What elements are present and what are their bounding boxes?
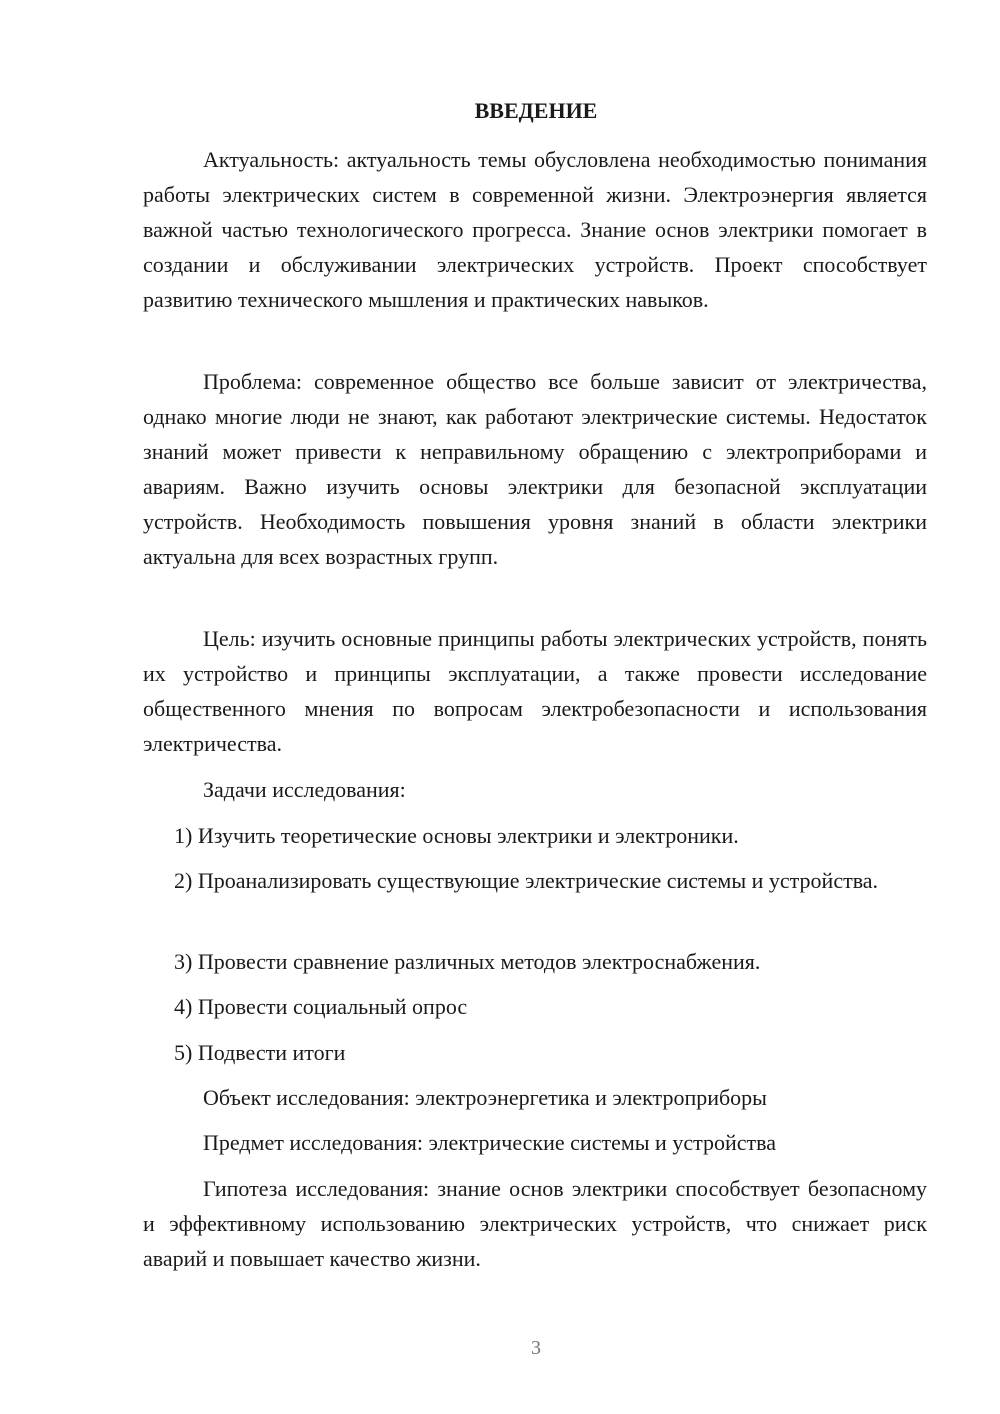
paragraph-hypothesis: Гипотеза исследования: знание основ электрики способствует безопасному и эффективному использованию электрических устройств, что снижает риск аварий и повышает качество жизни. — [143, 1176, 927, 1271]
paragraph-subject: Предмет исследования: электрические системы и устройства — [203, 1130, 776, 1155]
tasks-heading: Задачи исследования: — [203, 777, 406, 802]
paragraph-relevance: Актуальность: актуальность темы обусловлена необходимостью понимания работы электрических систем в современной жизни. Электроэнергия является важной частью технологического прогресса. Знание основ электрики помогает в создании и обслуживании электрических устройств. Проект способствует развитию технического мышления и практических навыков. — [143, 147, 927, 312]
task-item: 3) Провести сравнение различных методов электроснабжения. — [174, 949, 761, 974]
task-item: 4) Провести социальный опрос — [174, 994, 468, 1019]
page-title: ВВЕДЕНИЕ — [474, 98, 598, 123]
paragraph-object: Объект исследования: электроэнергетика и электроприборы — [203, 1085, 767, 1110]
task-item: 2) Проанализировать существующие электрические системы и устройства. — [174, 868, 879, 893]
task-item: 5) Подвести итоги — [174, 1040, 346, 1065]
paragraph-problem: Проблема: современное общество все больше зависит от электричества, однако многие люди не знают, как работают электрические системы. Недостаток знаний может привести к неправильному обращению с электроприборами и авариям. Важно изучить основы электрики для безопасной эксплуатации устройств. Необходимость повышения уровня знаний в области электрики актуальна для всех возрастных групп. — [143, 369, 927, 569]
task-item: 1) Изучить теоретические основы электрики и электроники. — [174, 823, 739, 848]
page-number: 3 — [531, 1337, 541, 1359]
paragraph-goal: Цель: изучить основные принципы работы электрических устройств, понять их устройство и принципы эксплуатации, а также провести исследование общественного мнения по вопросам электробезопасности и использования электричества. — [143, 626, 927, 756]
